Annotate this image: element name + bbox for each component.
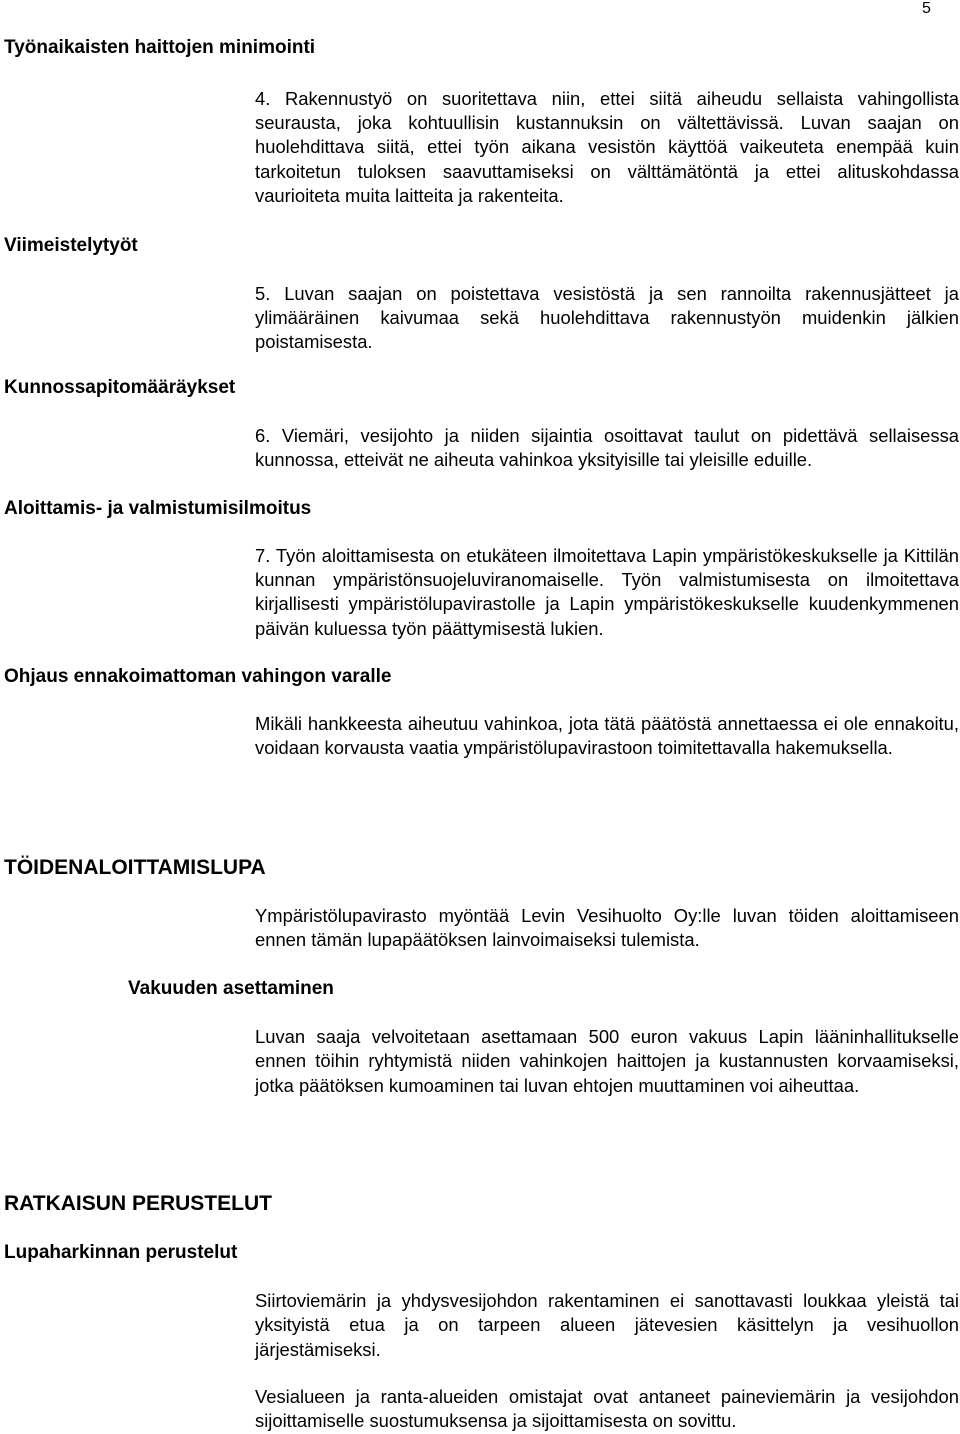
heading-kunnossapitomaaraykset: Kunnossapitomääräykset <box>4 377 236 398</box>
heading-tyonaikaisten-haittojen-minimointi: Työnaikaisten haittojen minimointi <box>4 37 316 58</box>
heading-aloittamis-ja-valmistumisilmoitus: Aloittamis- ja valmistumisilmoitus <box>4 498 312 519</box>
heading-toidenaloittamislupa: TÖIDENALOITTAMISLUPA <box>4 856 266 879</box>
paragraph-landowner-consent: Vesialueen ja ranta-alueiden omistajat ovat antaneet paineviemärin ja vesijohdon sijoittamiselle suostumuksensa ja sijoittamisesta on sovittu. <box>255 1386 959 1432</box>
page-number: 5 <box>922 0 931 17</box>
heading-ohjaus-ennakoimattoman-vahingon-varalle: Ohjaus ennakoimattoman vahingon varalle <box>4 666 392 687</box>
paragraph-condition-5: 5. Luvan saajan on poistettava vesistöstä ja sen rannoilta rakennusjätteet ja ylimääräinen kaivumaa sekä huolehdittava rakennustyön muidenkin jälkien poistamisesta. <box>255 283 959 353</box>
heading-lupaharkinnan-perustelut: Lupaharkinnan perustelut <box>4 1242 238 1263</box>
paragraph-security-deposit: Luvan saaja velvoitetaan asettamaan 500 euron vakuus Lapin lääninhallitukselle ennen töihin ryhtymistä niiden vahinkojen haittojen ja kustannusten korvaamiseksi, jotka päätöksen kumoaminen tai luvan ehtojen muuttaminen voi aiheuttaa. <box>255 1026 959 1096</box>
paragraph-unforeseen-damage: Mikäli hankkeesta aiheutuu vahinkoa, jota tätä päätöstä annettaessa ei ole ennakoitu, voidaan korvausta vaatia ympäristölupavirastoon toimitettavalla hakemuksella. <box>255 713 959 759</box>
heading-viimeistelytyot: Viimeistelytyöt <box>4 235 138 256</box>
heading-ratkaisun-perustelut: RATKAISUN PERUSTELUT <box>4 1192 272 1215</box>
paragraph-transfer-sewer-justification: Siirtoviemärin ja yhdysvesijohdon rakentaminen ei sanottavasti loukkaa yleistä tai yksityistä etua ja on tarpeen alueen jätevesien käsittelyn ja vesihuollon järjestämiseksi. <box>255 1290 959 1360</box>
paragraph-work-start-permit: Ympäristölupavirasto myöntää Levin Vesihuolto Oy:lle luvan töiden aloittamiseen ennen tämän lupapäätöksen lainvoimaiseksi tulemista. <box>255 905 959 951</box>
heading-vakuuden-asettaminen: Vakuuden asettaminen <box>128 978 334 999</box>
paragraph-condition-6: 6. Viemäri, vesijohto ja niiden sijaintia osoittavat taulut on pidettävä sellaisessa kunnossa, etteivät ne aiheuta vahinkoa yksityisille tai yleisille eduille. <box>255 425 959 471</box>
paragraph-condition-7: 7. Työn aloittamisesta on etukäteen ilmoitettava Lapin ympäristökeskukselle ja Kittilän kunnan ympäristönsuojeluviranomaiselle. Työn valmistumisesta on ilmoitettava kirjallisesti ympäristölupavirastolle ja Lapin ympäristökeskukselle kuudenkymmenen päivän kuluessa työn päättymisestä lukien. <box>255 545 959 639</box>
paragraph-condition-4: 4. Rakennustyö on suoritettava niin, ettei siitä aiheudu sellaista vahingollista seurausta, joka kohtuullisin kustannuksin on vältettävissä. Luvan saajan on huolehdittava siitä, ettei työn aikana vesistön käyttöä vaikeuteta enempää kuin tarkoitetun tuloksen saavuttamiseksi on välttämätöntä ja ettei alituskohdassa vaurioiteta muita laitteita ja rakenteita. <box>255 88 959 206</box>
